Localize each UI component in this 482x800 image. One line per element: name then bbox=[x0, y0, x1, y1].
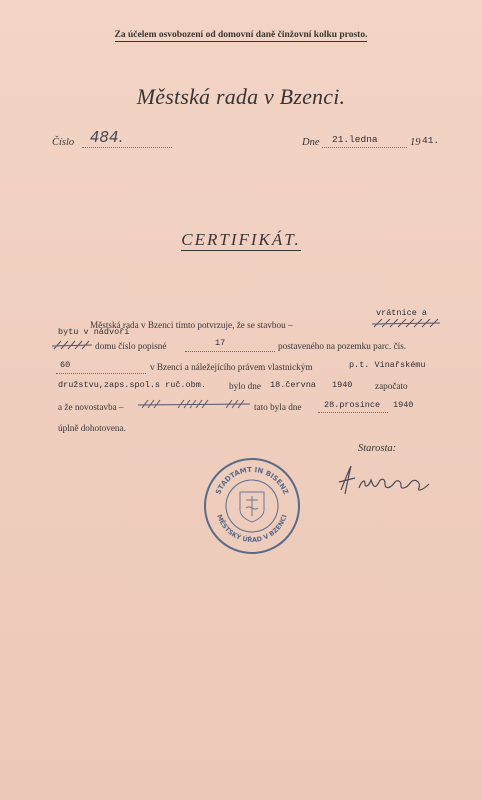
body-line-5: a že novostavba – bbox=[58, 402, 124, 412]
seal-text-top: STADTAMT IN BISENZ bbox=[214, 465, 290, 496]
strikeout-scribble bbox=[372, 317, 440, 331]
body-line-1: Městská rada v Bzenci tímto potvrzuje, že se stavbou – bbox=[90, 320, 293, 330]
owner-1: p.t. Vinařskému bbox=[349, 360, 426, 370]
strikeout-2 bbox=[52, 339, 92, 358]
start-year: 1940 bbox=[332, 380, 353, 390]
number-label: Číslo bbox=[52, 137, 75, 148]
end-year: 1940 bbox=[393, 400, 414, 410]
body-line-2b: postaveného na pozemku parc. čís. bbox=[278, 341, 407, 351]
body-line-2: domu číslo popisné bbox=[95, 341, 167, 351]
typed-bytu: bytu v nádvoří bbox=[58, 327, 130, 337]
number-value: 484. bbox=[90, 128, 124, 146]
coat-of-arms-icon bbox=[240, 492, 264, 522]
house-no-line bbox=[185, 351, 275, 352]
seal-text-bottom: MĚSTSKÝ ÚŘAD V BZENCI bbox=[215, 513, 289, 545]
mayor-label: Starosta: bbox=[358, 443, 397, 454]
body-line-4b: započato bbox=[375, 381, 408, 391]
start-date: 18.června bbox=[270, 380, 316, 390]
date-day-month: 21.ledna bbox=[332, 134, 378, 145]
body-line-4: bylo dne bbox=[229, 381, 261, 391]
header-note: Za účelem osvobození od domovní daně činžovní kolku prosto. bbox=[114, 30, 368, 40]
council-title: Městská rada v Bzenci. bbox=[136, 84, 346, 109]
typed-vratnice: vrátnice a bbox=[376, 308, 428, 318]
strikeout-scribble bbox=[138, 398, 250, 412]
owner-2: družstvu,zaps.spol.s ruč.obm. bbox=[58, 380, 206, 390]
signature-graphic bbox=[335, 460, 435, 500]
end-date-line bbox=[318, 412, 388, 413]
body-line-3: v Bzenci a náležejícího právem vlastnickým bbox=[150, 362, 313, 372]
body-line-5b: tato byla dne bbox=[254, 402, 302, 412]
date-year-suffix: 41. bbox=[422, 135, 440, 146]
date-line bbox=[322, 147, 407, 148]
seal-graphic bbox=[206, 460, 298, 552]
number-line bbox=[82, 147, 172, 148]
parcel-number: 60 bbox=[60, 360, 71, 370]
date-label: Dne bbox=[302, 137, 320, 148]
end-date: 28.prosince bbox=[324, 400, 381, 410]
official-seal bbox=[204, 458, 300, 554]
certificate-title: CERTIFIKÁT. bbox=[181, 230, 301, 249]
strikeout-3 bbox=[138, 398, 250, 417]
mayor-signature bbox=[335, 460, 435, 500]
house-number: 17 bbox=[215, 338, 226, 348]
parcel-line bbox=[56, 373, 146, 374]
strikeout-scribble bbox=[52, 339, 92, 353]
strikeout-1 bbox=[372, 317, 440, 334]
date-year-prefix: 19 bbox=[410, 137, 421, 148]
body-line-6: úplně dohotovena. bbox=[58, 423, 126, 433]
